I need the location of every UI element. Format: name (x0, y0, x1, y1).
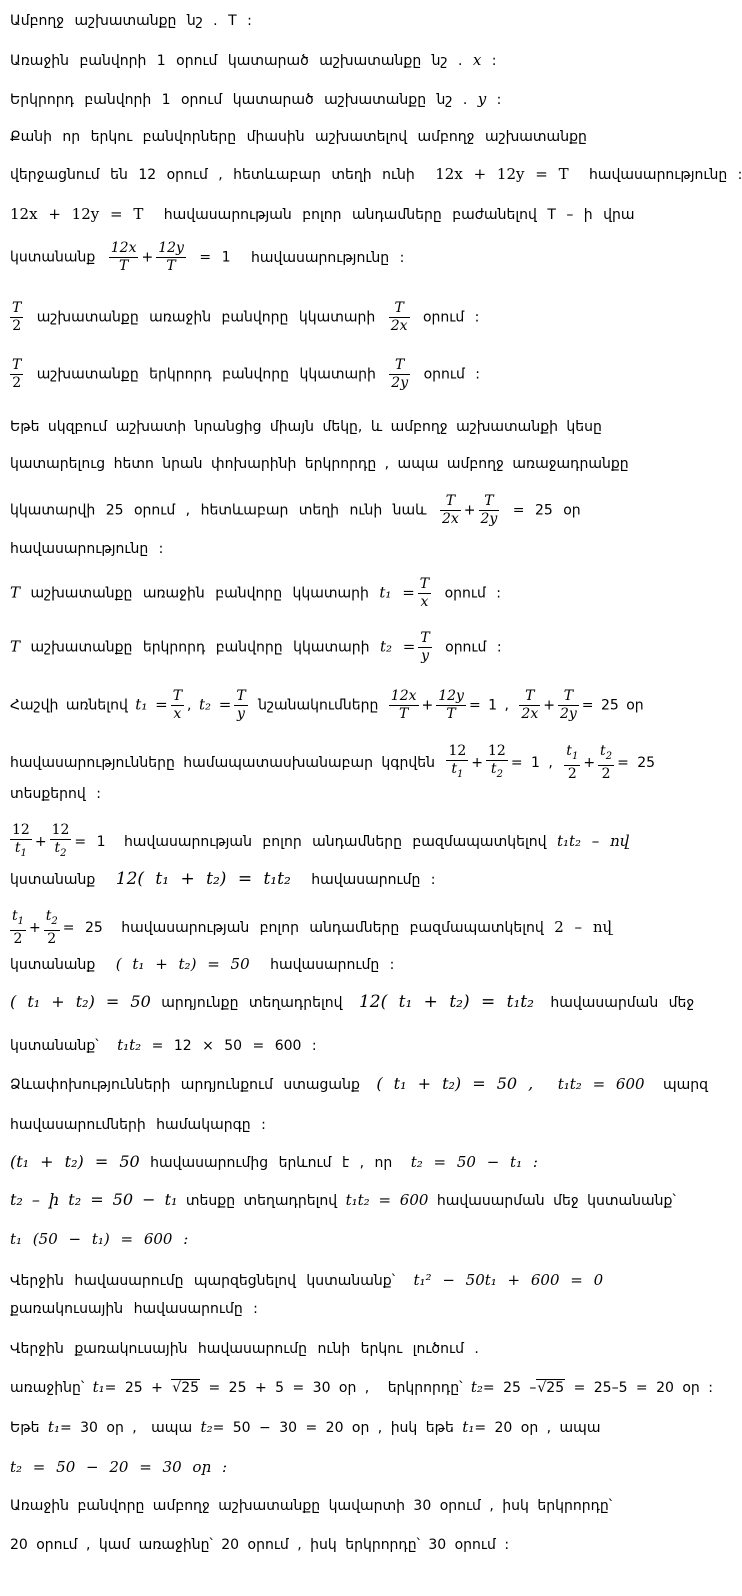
fraction: $\frac{T}{y}$ (236, 688, 246, 722)
line-total-work: Ամբողջ աշխատանքը նշ . T : (10, 13, 252, 29)
line-t1-def (10, 576, 702, 611)
fraction: $\frac{t_2}{2}$ (45, 908, 58, 947)
text: պարզ (663, 1077, 709, 1093)
text: հավասարման մեջ կստանանք՝ (436, 1193, 676, 1209)
line-t2-30 (10, 1458, 702, 1477)
equation: 12x + 12y = T (10, 205, 144, 223)
line-cases: Եթե t₁= 30 օր , ապա t₂= 50 − 30 = 20 օր , իսկ եթե t₁= 20 օր , ապա (10, 1418, 601, 1436)
text: կստանանք՝ (10, 1038, 99, 1054)
product: t₁t₂ – ով (556, 831, 630, 850)
line-conclusion-2: 20 օրում , կամ առաջինը՝ 20 օրում , իսկ երկրորդը՝ 30 օրում : (10, 1537, 510, 1553)
line-12-days (10, 165, 742, 184)
text: տեսքը տեղադրելով (185, 1193, 338, 1209)
line-together: Քանի որ երկու բանվորները միասին աշխատելով ամբողջ աշխատանքը (10, 129, 587, 145)
text: հավասարության բոլոր անդամները բազմապատկելով (121, 919, 544, 936)
equation: t₁t₂ = 600 (557, 1075, 645, 1093)
text: հավասարության բոլոր անդամները բաժանելով T – ի վրա (163, 207, 635, 223)
fraction: $\frac{12y}{T}$ (438, 688, 464, 722)
var-T: T (10, 583, 21, 602)
var-x: x (472, 51, 482, 69)
text: Վերջին հավասարումը պարզեցնելով կստանանք՝ (10, 1273, 396, 1289)
text: հավասարությունը : (589, 167, 742, 183)
line-forms: տեսքերով : (10, 786, 101, 802)
text: հավասարումը : (311, 872, 436, 888)
line-simplify (10, 1271, 702, 1290)
equation: ( t₁ + t₂) = 50 (115, 955, 250, 973)
text: հավասարումը : (270, 957, 395, 973)
line-equality: հավասարությունը : (10, 541, 164, 557)
text: օրում : (423, 366, 480, 383)
text: առաջինը՝ (10, 1380, 85, 1396)
text: հավասարման մեջ (550, 995, 695, 1011)
text: Հաշվի առնելով (10, 697, 128, 714)
line-rewritten: հավասարությունները համապատասխանաբար կգրվեն $\frac{12}{t_1}$ + $\frac{12}{t_2}$ = 1 , $\frac{t_1}{2}$ + $\frac{t_2}{2}$ = 25 (10, 743, 656, 782)
fraction: $\frac{12}{t_2}$ (51, 822, 70, 859)
line-substitute-50 (10, 993, 702, 1012)
fraction: $\frac{12x}{T}$ (390, 688, 417, 722)
text: աշխատանքը առաջին բանվորը կկատարի (36, 309, 376, 326)
t1: t₁ = (379, 583, 415, 602)
line-multiply-2: $\frac{t_1}{2}$ + $\frac{t_2}{2}$ = 25 հավասարության բոլոր անդամները բազմապատկելով 2 – ով (12, 908, 612, 947)
line-substitution: Հաշվի առնելով t₁ = $\frac{T}{x}$ , t₂ = $\frac{T}{y}$ նշանակումները $\frac{12x}{T}$ + $\frac{12y}{T}$ = 1 , $\frac{T}{2x}$ + $\frac{T}{2y}$ = 25 օր (10, 688, 644, 722)
text: վերջացնում են 12 օրում , հետևաբար տեղի ունի (10, 167, 415, 183)
equation: ( t₁ + t₂) = 50 (10, 992, 151, 1011)
line-multiply-t1t2: $\frac{12}{t_1}$ + $\frac{12}{t_2}$ = 1 հավասարության բոլոր անդամները բազմապատկելով t₁t₂ – ով (10, 822, 702, 862)
text: հավասարության բոլոր անդամները բազմապատկելով (123, 833, 547, 850)
fraction: $\frac{T}{2y}$ (391, 357, 409, 391)
line-product (10, 1036, 702, 1055)
fraction: $\frac{12y}{T}$ (158, 240, 184, 274)
line-first-worker-def: Առաջին բանվորի 1 օրում կատարած աշխատանքը նշ . x : (10, 51, 497, 69)
line-eq-b (10, 955, 702, 974)
line-fraction-eq: կստանանք $\frac{12x}{T}$ + $\frac{12y}{T}$ = 1 հավասարությունը : (10, 240, 405, 274)
sqrt-icon: √25 (537, 1380, 565, 1396)
fraction: $\frac{T}{y}$ (420, 630, 430, 664)
line-second-worker-def: Երկրորդ բանվորի 1 օրում կատարած աշխատանքը նշ . y : (10, 90, 502, 108)
text: հավասարությունը : (250, 249, 405, 266)
equation: 12( t₁ + t₂) = t₁t₂ (115, 869, 291, 889)
line-sequential: Եթե սկզբում աշխատի նրանցից միայն մեկը, և ամբողջ աշխատանքի կեսը (10, 419, 602, 435)
line-25-days: կկատարվի 25 օրում , հետևաբար տեղի ունի նաև $\frac{T}{2x}$ + $\frac{T}{2y}$ = 25 օր (10, 493, 581, 527)
fraction: $\frac{12}{t_1}$ (12, 822, 30, 859)
equation: t₁ (50 − t₁) = 600 : (10, 1230, 189, 1248)
text: կստանանք (10, 249, 96, 266)
equation: 12x + 12y = T (435, 165, 569, 183)
text: Առաջին բանվորի 1 օրում կատարած աշխատանքը նշ . (10, 53, 463, 69)
fraction: $\frac{T}{2y}$ (559, 688, 577, 722)
text: կստանանք (10, 957, 96, 973)
text: օրում : (445, 639, 502, 656)
eq-one: = 1 (199, 249, 231, 266)
text: Ձևափոխությունների արդյունքում ստացանք (10, 1077, 360, 1093)
equation: t₁t₂ = 600 (345, 1191, 429, 1209)
quadratic: t₁² − 50t₁ + 600 = 0 (413, 1271, 604, 1289)
fraction: $\frac{12}{t_1}$ (448, 743, 467, 780)
fraction: $\frac{T}{2}$ (12, 300, 22, 334)
line-roots: առաջինը՝ t₁= 25 + √25 = 25 + 5 = 30 օր , երկրորդը՝ t₂= 25 –√25 = 25–5 = 20 օր : (10, 1378, 713, 1396)
line-system-label: հավասարումների համակարգը : (10, 1117, 266, 1133)
sqrt-icon: √25 (172, 1380, 200, 1396)
text: աշխատանքը երկրորդ բանվորը կկատարի (36, 366, 376, 383)
var-y: y (477, 90, 487, 108)
fraction: $\frac{T}{2x}$ (521, 688, 539, 722)
line-t1-eq (10, 1230, 702, 1249)
text: = 12 × 50 = 600 : (151, 1038, 317, 1054)
text: աշխատանքը առաջին բանվորը կկատարի (30, 585, 369, 602)
text: նշանակումները (258, 697, 379, 714)
fraction: $\frac{t_1}{2}$ (12, 908, 25, 947)
text: հավասարությունները համապատասխանաբար կգրվեն (10, 754, 435, 771)
text: արդյունքը տեղադրելով (161, 995, 343, 1011)
line-conclusion-1: Առաջին բանվորը ամբողջ աշխատանքը կավարտի 30 օրում , իսկ երկրորդը՝ (10, 1498, 613, 1514)
line-replace: կատարելուց հետո նրան փոխարինի երկրորդը , ապա ամբողջ առաջադրանքը (10, 456, 629, 472)
text: կստանանք (10, 872, 96, 888)
line-system (10, 1074, 709, 1094)
equation: (t₁ + t₂) = 50 (10, 1152, 140, 1171)
fraction: $\frac{T}{x}$ (419, 576, 430, 610)
fraction: $\frac{12}{t_2}$ (488, 743, 506, 780)
text: օրում : (444, 585, 501, 602)
line-t2-def (10, 630, 702, 665)
fraction: $\frac{T}{x}$ (172, 688, 183, 722)
fraction: $\frac{T}{2x}$ (390, 300, 408, 334)
fraction: $\frac{T}{2y}$ (480, 493, 498, 527)
equation: t₂ = 50 − t₁ : (410, 1153, 538, 1171)
line-two-solutions: Վերջին քառակուսային հավասարումը ունի երկու լուծում . (10, 1341, 479, 1357)
line-divide (10, 205, 702, 224)
fraction: $\frac{t_1}{2}$ (566, 743, 579, 782)
equation: t₂ – ի t₂ = 50 − t₁ (10, 1190, 178, 1209)
text: երկրորդը՝ (387, 1380, 463, 1396)
fraction: $\frac{t_2}{2}$ (600, 743, 613, 782)
text: կկատարվի 25 օրում , հետևաբար տեղի ունի նաև (10, 502, 427, 519)
text: = 25 օր (512, 502, 581, 519)
line-half-second (10, 357, 702, 392)
text: հավասարումից երևում է , որ (150, 1155, 393, 1171)
line-eq-a (10, 870, 702, 889)
equation: 12( t₁ + t₂) = t₁t₂ (358, 992, 534, 1012)
product: t₁t₂ (117, 1036, 142, 1054)
line-substitute-t2 (10, 1191, 702, 1210)
var-T: T (10, 637, 21, 656)
fraction: $\frac{12x}{T}$ (110, 240, 137, 274)
equation: t₂ = 50 − 20 = 30 օր : (10, 1458, 228, 1476)
text: Երկրորդ բանվորի 1 օրում կատարած աշխատանքը նշ . (10, 92, 468, 108)
fraction: $\frac{T}{2x}$ (441, 493, 459, 527)
line-quadratic-label: քառակուսային հավասարումը : (10, 1301, 258, 1317)
text: օրում : (422, 309, 480, 326)
equation: ( t₁ + t₂) = 50 , (376, 1074, 534, 1093)
two: 2 – ով (554, 917, 612, 936)
line-t2-expr (10, 1153, 702, 1172)
t2: t₂ = (379, 637, 416, 656)
fraction: $\frac{T}{2}$ (12, 357, 22, 391)
line-half-first (10, 300, 702, 335)
text: աշխատանքը երկրորդ բանվորը կկատարի (30, 639, 370, 656)
